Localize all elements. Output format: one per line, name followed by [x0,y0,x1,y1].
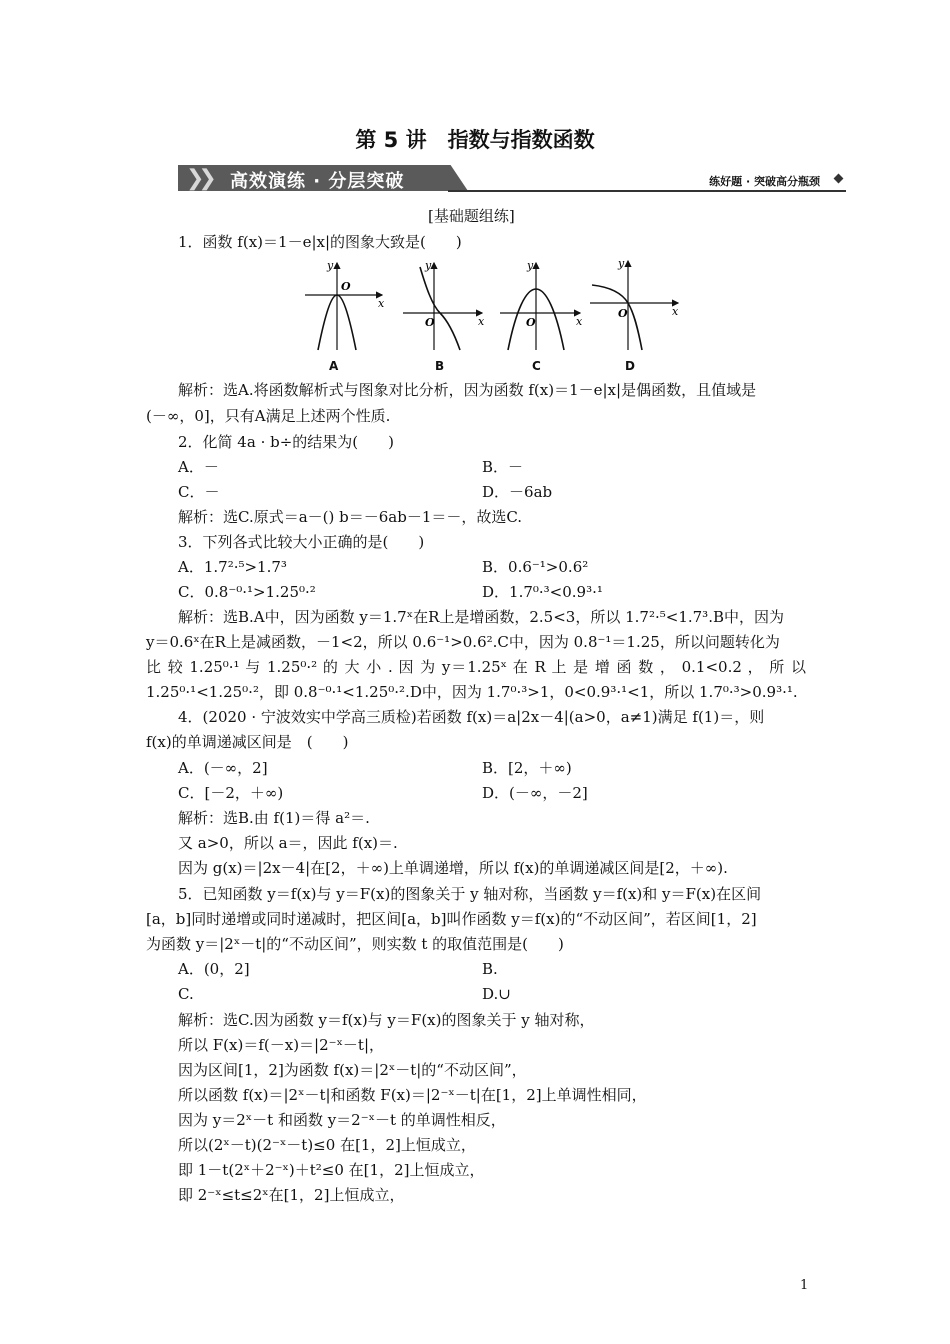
q3-option-c: C．0.8⁻⁰·¹>1.25⁰·² [178,583,316,601]
q5-solution-line-6: 所以(2ˣ－t)(2⁻ˣ－t)≤0 在[1，2]上恒成立， [178,1136,476,1154]
q3-solution-line-4: 1.25⁰·¹<1.25⁰·²，即 0.8⁻⁰·¹<1.25⁰·².D中，因为 1.7⁰·³>1，0<0.9³·¹<1，所以 1.7⁰·³>0.9³·¹. [146,683,798,701]
graph-d-x-label: x [672,305,679,318]
q3-stem: 3．下列各式比较大小正确的是( ) [178,533,425,551]
page-number: 1 [800,1278,809,1293]
graph-a [305,259,385,350]
q1-solution-line-2: (－∞，0]，只有A满足上述两个性质. [146,407,391,425]
chevron-right-icon: ❯❯ [186,166,211,191]
graph-d [590,257,679,350]
graph-label-c: C [532,359,541,373]
section-banner [178,163,848,195]
banner-slogan: 练好题 · 突破高分瓶颈 [709,175,820,188]
q5-option-d: D.∪ [482,985,511,1003]
graph-a-x-label: x [378,297,385,310]
q3-solution-line-1: 解析：选B.A中，因为函数 y＝1.7ˣ在R上是增函数，2.5<3，所以 1.7²·⁵<1.7³.B中，因为 [178,608,784,626]
q5-solution-line-2: 所以 F(x)＝f(－x)＝|2⁻ˣ－t|， [178,1036,385,1054]
graph-b [403,259,485,350]
q2-solution: 解析：选C.原式＝a－() b＝－6ab－1＝－，故选C. [178,508,523,526]
q3-solution-line-3: 比 较 1.25⁰·¹ 与 1.25⁰·² 的 大 小 . 因 为 y＝1.25ˣ 在 R 上 是 增 函 数 ， 0.1<0.2 ， 所 以 [146,658,806,676]
graph-a-y-label: y [327,259,334,272]
q1-solution-line-1: 解析：选A.将函数解析式与图象对比分析，因为函数 f(x)＝1－e|x|是偶函数，且值域是 [178,381,757,399]
q1-graph-svg [300,255,690,375]
q4-option-b: B．[2，＋∞) [482,759,572,777]
graph-c-origin: O [526,316,536,329]
graph-c-y-label: y [527,259,534,272]
q3-solution-line-2: y＝0.6ˣ在R上是减函数，－1<2，所以 0.6⁻¹>0.6².C中，因为 0.8⁻¹＝1.25，所以问题转化为 [146,633,780,651]
q5-option-b: B. [482,960,498,978]
q4-solution-line-1: 解析：选B.由 f(1)＝得 a²＝. [178,809,370,827]
q5-solution-line-4: 所以函数 f(x)＝|2ˣ－t|和函数 F(x)＝|2⁻ˣ－t|在[1，2]上单调性相同， [178,1086,647,1104]
q3-option-b: B．0.6⁻¹>0.6² [482,558,589,576]
graph-b-y-label: y [425,259,432,272]
diamond-icon [834,174,844,184]
graph-b-x-label: x [478,315,485,328]
q2-option-b: B．－ [482,458,524,476]
q2-stem: 2．化简 4a · b÷的结果为( ) [178,433,394,451]
graph-c [500,259,583,350]
q5-solution-line-1: 解析：选C.因为函数 y＝f(x)与 y＝F(x)的图象关于 y 轴对称， [178,1011,595,1029]
q2-option-c: C．－ [178,483,220,501]
graph-label-a: A [329,359,339,373]
graph-label-d: D [625,359,635,373]
q5-option-a: A．(0，2] [178,960,250,978]
q3-option-d: D．1.7⁰·³<0.9³·¹ [482,583,603,601]
q5-solution-line-3: 因为区间[1，2]为函数 f(x)＝|2ˣ－t|的“不动区间”， [178,1061,527,1079]
q3-option-a: A．1.7²·⁵>1.7³ [178,558,287,576]
banner-title: 高效演练 · 分层突破 [230,171,405,192]
q2-option-d: D．－6ab [482,483,553,501]
q1-graphs [300,255,690,379]
banner-divider [448,190,846,192]
q5-stem-line-2: [a，b]同时递增或同时递减时，把区间[a，b]叫作函数 y＝f(x)的“不动区间”，若区间[1，2] [146,910,757,928]
q4-stem-line-1: 4．(2020 · 宁波效实中学高三质检)若函数 f(x)＝a|2x－4|(a>0，a≠1)满足 f(1)＝，则 [178,708,765,726]
q4-option-a: A．(－∞，2] [178,759,268,777]
section-heading: [基础题组练] [428,207,515,225]
graph-label-b: B [435,359,445,373]
graph-d-y-label: y [618,257,625,270]
q5-solution-line-8: 即 2⁻ˣ≤t≤2ˣ在[1，2]上恒成立， [178,1186,405,1204]
q5-stem-line-3: 为函数 y＝|2ˣ－t|的“不动区间”，则实数 t 的取值范围是( ) [146,935,564,953]
graph-d-origin: O [618,307,628,320]
graph-a-origin: O [341,280,351,293]
graph-b-origin: O [425,316,435,329]
q1-stem: 1．函数 f(x)＝1－e|x|的图象大致是( ) [178,233,462,251]
q5-option-c: C. [178,985,194,1003]
q5-stem-line-1: 5．已知函数 y＝f(x)与 y＝F(x)的图象关于 y 轴对称，当函数 y＝f(x)和 y＝F(x)在区间 [178,885,762,903]
q4-stem-line-2: f(x)的单调递减区间是 ( ) [146,733,349,751]
q2-option-a: A．－ [178,458,219,476]
q4-solution-line-3: 因为 g(x)＝|2x－4|在[2，＋∞)上单调递增，所以 f(x)的单调递减区间是[2，＋∞). [178,859,728,877]
q5-solution-line-7: 即 1－t(2ˣ＋2⁻ˣ)＋t²≤0 在[1，2]上恒成立， [178,1161,485,1179]
page-title: 第 5 讲 指数与指数函数 [355,128,595,152]
q5-solution-line-5: 因为 y＝2ˣ－t 和函数 y＝2⁻ˣ－t 的单调性相反， [178,1111,506,1129]
q4-option-c: C．[－2，＋∞) [178,784,284,802]
q4-solution-line-2: 又 a>0，所以 a＝，因此 f(x)＝. [178,834,398,852]
q4-option-d: D．(－∞，－2] [482,784,588,802]
graph-c-x-label: x [576,315,583,328]
